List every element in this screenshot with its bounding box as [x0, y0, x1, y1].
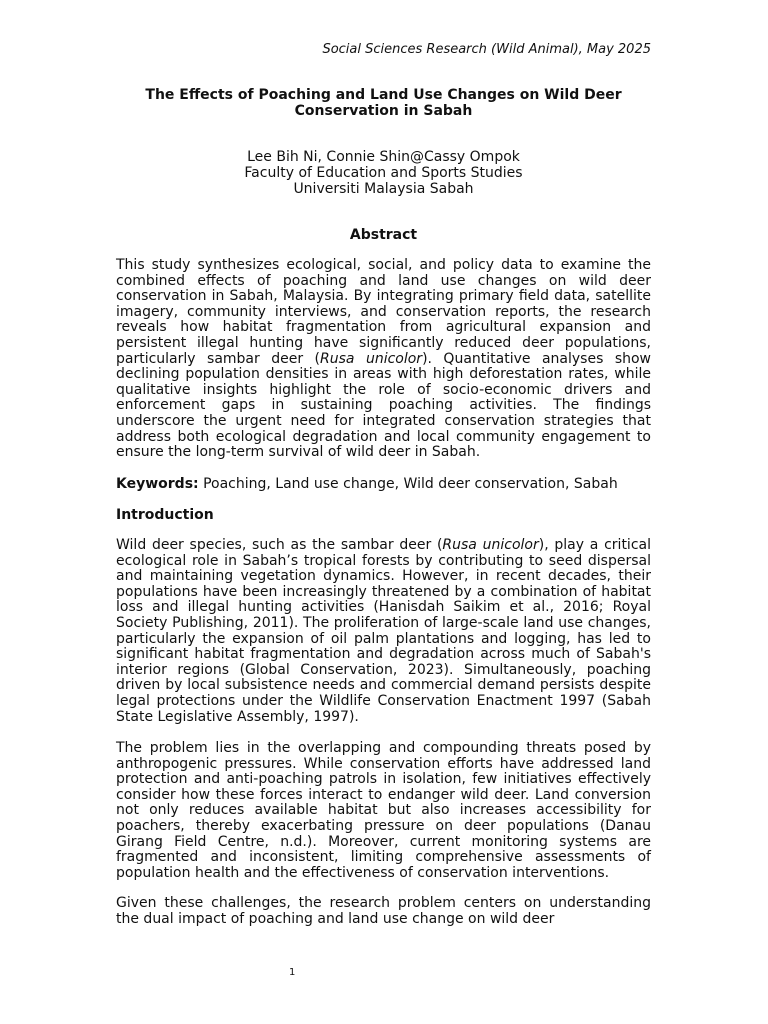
paper-title [116, 87, 651, 119]
intro-p1-part-1: Wild deer species, such as the sambar deer ( [116, 537, 443, 553]
abstract-species-name: Rusa unicolor [320, 350, 423, 367]
intro-p1-species-name: Rusa unicolor [442, 537, 539, 553]
abstract-text-part-1: This study synthesizes ecological, social, and policy data to examine the combined effects of poaching and land use changes on wild deer conservation in Sabah, Malaysia. By integrating primary field data, satellite imagery, community interviews, and conservation reports, the research reveals how habitat fragmentation from agricultural expansion and persistent illegal hunting have significantly reduced deer populations, particularly sambar deer ( [116, 257, 651, 367]
abstract-paragraph [116, 258, 651, 461]
keywords-line [116, 476, 651, 492]
author-block [116, 149, 651, 197]
abstract-heading: Abstract [349, 227, 418, 243]
author-faculty: Faculty of Education and Sports Studies [244, 165, 523, 181]
running-head: Social Sciences Research (Wild Animal), May 2025 [322, 42, 651, 57]
introduction-paragraph-1 [116, 538, 651, 725]
keywords-text: Poaching, Land use change, Wild deer conservation, Sabah [198, 476, 618, 492]
author-university: Universiti Malaysia Sabah [293, 181, 474, 197]
keywords-label: Keywords: [116, 476, 199, 492]
abstract-text-part-2: ). Quantitative analyses show declining population densities in areas with high deforestation rates, while qualitative insights highlight the role of socio-economic drivers and enforcement gaps in sustaining poaching activities. The findings underscore the urgent need for integrated conservation strategies that address both ecological degradation and local community engagement to ensure the long-term survival of wild deer in Sabah. [116, 350, 652, 461]
author-names: Lee Bih Ni, Connie Shin@Cassy Ompok [247, 149, 520, 165]
title-line-2: Conservation in Sabah [294, 103, 473, 119]
page-number: 1 [289, 967, 296, 978]
title-line-1: The Effects of Poaching and Land Use Changes on Wild Deer [145, 87, 622, 103]
introduction-heading: Introduction [116, 507, 214, 523]
introduction-paragraph-2: The problem lies in the overlapping and compounding threats posed by anthropogenic pressures. While conservation efforts have addressed land protection and anti-poaching patrols in isolation, few initiatives effectively consider how these forces interact to endanger wild deer. Land conversion not only reduces available habitat but also increases accessibility for poachers, thereby exacerbating pressure on deer populations (Danau Girang Field Centre, n.d.). Moreover, current monitoring systems are fragmented and inconsistent, limiting comprehensive assessments of population health and the effectiveness of conservation interventions. [116, 740, 651, 881]
introduction-paragraph-3: Given these challenges, the research problem centers on understanding the dual impact of poaching and land use change on wild deer [116, 895, 651, 927]
intro-p1-part-2: ), play a critical ecological role in Sabah’s tropical forests by contributing to seed dispersal and maintaining vegetation dynamics. However, in recent decades, their populations have been increasingly threatened by a combination of habitat loss and illegal hunting activities (Hanisdah Saikim et al., 2016; Royal Society Publishing, 2011). The proliferation of large-scale land use changes, particularly the expansion of oil palm plantations and logging, has led to significant habitat fragmentation and degradation across much of Sabah's interior regions (Global Conservation, 2023). Simultaneously, poaching driven by local subsistence needs and commercial demand persists despite legal protections under the Wildlife Conservation Enactment 1997 (Sabah State Legislative Assembly, 1997). [116, 537, 651, 725]
